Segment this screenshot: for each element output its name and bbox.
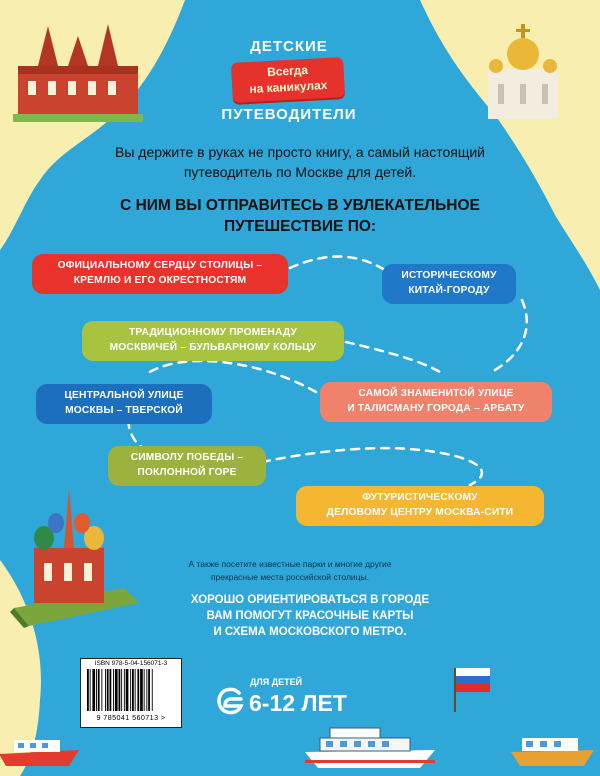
destination-poklonnaya [108,446,266,486]
parks-note-line1: А также посетите известные парки и многие другие [188,559,392,569]
destination-kitay-gorod-line1: ИСТОРИЧЕСКОМУ [401,270,497,281]
subhead-line-1: С НИМ ВЫ ОТПРАВИТЕСЬ В УВЛЕКАТЕЛЬНОЕ [120,197,480,214]
logo-badge-line2: на каникулах [249,77,328,97]
destination-tverskaya-line1: ЦЕНТРАЛЬНОЙ УЛИЦЕ [64,390,184,401]
destination-tverskaya [36,384,212,424]
intro-line-1: Вы держите в руках не просто книгу, а самый настоящий [114,144,486,160]
destination-arbat-line1: САМОЙ ЗНАМЕНИТОЙ УЛИЦЕ [358,388,514,399]
destination-poklonnaya-line2: ПОКЛОННОЙ ГОРЕ [137,467,237,478]
logo-bottom-text: ПУТЕВОДИТЕЛИ [221,106,357,123]
destination-boulevard-ring [82,321,344,361]
destination-kremlin-line1: ОФИЦИАЛЬНОМУ СЕРДЦУ СТОЛИЦЫ – [57,260,263,271]
destination-kremlin-line2: КРЕМЛЮ И ЕГО ОКРЕСТНОСТЯМ [73,275,247,286]
destination-moscow-city-line1: ФУТУРИСТИЧЕСКОМУ [362,492,478,503]
destination-boulevard-ring-line1: ТРАДИЦИОННОМУ ПРОМЕНАДУ [128,327,298,338]
destination-tverskaya-line2: МОСКВЫ – ТВЕРСКОЙ [65,405,183,416]
isbn-text: ISBN 978-5-04-156071-3 [94,660,168,667]
maps-note [160,592,460,640]
destination-arbat-line2: И ТАЛИСМАНУ ГОРОДА – АРБАТУ [347,403,525,414]
logo-badge-line1: Всегда [266,62,309,80]
destination-moscow-city [296,486,544,526]
destination-arbat [320,382,552,422]
maps-note-line3: И СХЕМА МОСКОВСКОГО МЕТРО. [213,626,407,638]
intro-line-2: путеводитель по Москве для детей. [183,164,417,180]
subhead-line-2: ПУТЕШЕСТВИЕ ПО: [223,218,377,235]
barcode [80,658,182,728]
parks-note-line2: прекрасные места российской столицы. [210,572,370,582]
destination-kitay-gorod-line2: КИТАЙ-ГОРОДУ [408,285,490,296]
destination-poklonnaya-line1: СИМВОЛУ ПОБЕДЫ – [130,452,244,463]
parks-note [180,558,400,584]
age-range: 6-12 ЛЕТ [249,690,347,716]
destination-boulevard-ring-line2: МОСКВИЧЕЙ – БУЛЬВАРНОМУ КОЛЬЦУ [109,342,317,353]
destination-kremlin [32,254,288,294]
maps-note-line2: ВАМ ПОМОГУТ КРАСОЧНЫЕ КАРТЫ [206,610,414,622]
destination-kitay-gorod [382,264,516,304]
barcode-bars [81,669,181,713]
age-label: ДЛЯ ДЕТЕЙ [250,677,303,687]
logo-top-text: ДЕТСКИЕ [250,38,328,55]
ean-digits: 9 785041 560713 > [96,713,166,722]
maps-note-line1: ХОРОШО ОРИЕНТИРОВАТЬСЯ В ГОРОДЕ [190,594,430,606]
destination-moscow-city-line2: ДЕЛОВОМУ ЦЕНТРУ МОСКВА-СИТИ [326,507,514,518]
publisher-logo-icon [213,684,247,718]
